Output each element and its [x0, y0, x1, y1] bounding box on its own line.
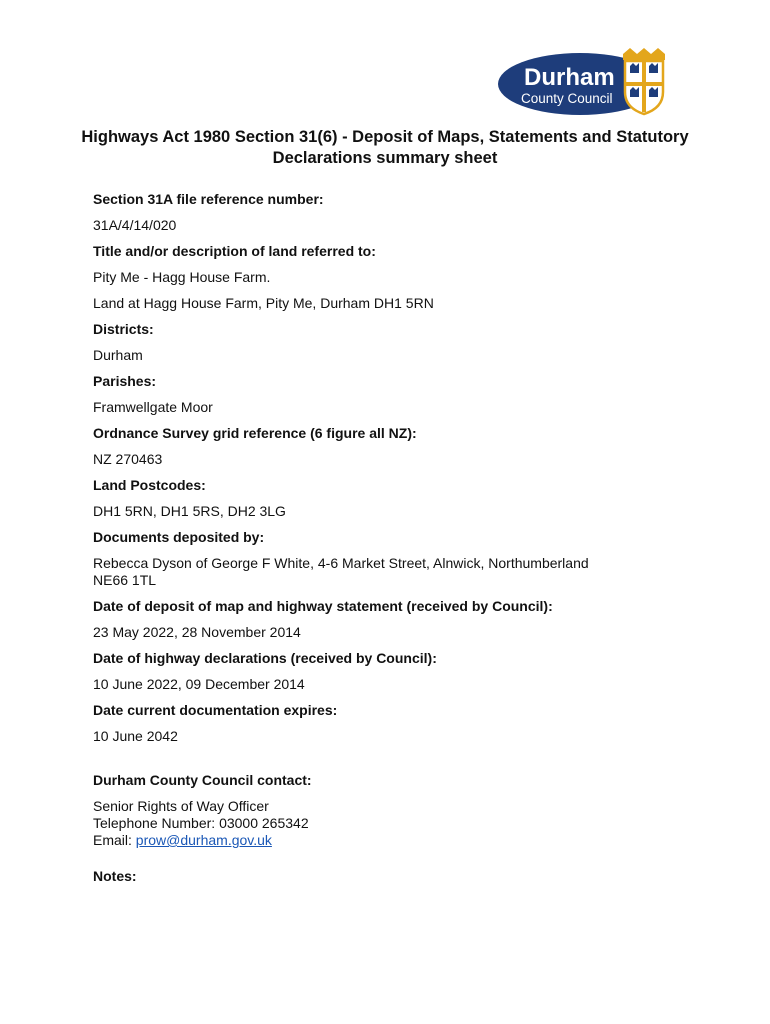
- land-description-title: Pity Me - Hagg House Farm.: [93, 269, 271, 285]
- deposit-date-value: 23 May 2022, 28 November 2014: [93, 624, 301, 640]
- notes-label: Notes:: [93, 868, 137, 884]
- file-reference-label: Section 31A file reference number:: [93, 191, 324, 207]
- coat-of-arms-icon: [623, 48, 665, 114]
- council-contact-details: [93, 798, 713, 849]
- districts-label: Districts:: [93, 321, 154, 337]
- land-postcodes-value: DH1 5RN, DH1 5RS, DH2 3LG: [93, 503, 286, 519]
- parishes-value: Framwellgate Moor: [93, 399, 213, 415]
- deposit-date-label: Date of deposit of map and highway statement (received by Council):: [93, 598, 553, 614]
- grid-reference-value: NZ 270463: [93, 451, 163, 467]
- expiry-date-value: 10 June 2042: [93, 728, 178, 744]
- districts-value: Durham: [93, 347, 143, 363]
- file-reference-value: 31A/4/14/020: [93, 217, 177, 233]
- grid-reference-label: Ordnance Survey grid reference (6 figure all NZ):: [93, 425, 417, 441]
- declaration-date-value: 10 June 2022, 09 December 2014: [93, 676, 305, 692]
- logo-text-county-council: County Council: [521, 91, 613, 106]
- durham-county-council-logo: [497, 44, 677, 118]
- contact-role: Senior Rights of Way Officer: [93, 798, 269, 814]
- logo-text-durham: Durham: [524, 64, 615, 91]
- deposited-by-line-1: Rebecca Dyson of George F White, 4-6 Market Street, Alnwick, Northumberland: [93, 555, 589, 571]
- contact-email-link[interactable]: prow@durham.gov.uk: [135, 832, 272, 848]
- land-postcodes-label: Land Postcodes:: [93, 477, 206, 493]
- declaration-date-label: Date of highway declarations (received by Council):: [93, 650, 437, 666]
- contact-phone: Telephone Number: 03000 265342: [93, 815, 309, 831]
- contact-email-line: [93, 832, 713, 849]
- land-description-label: Title and/or description of land referred to:: [93, 243, 376, 259]
- deposited-by-label: Documents deposited by:: [93, 529, 265, 545]
- spacer: [93, 754, 713, 772]
- parishes-label: Parishes:: [93, 373, 157, 389]
- logo-graphic: [497, 44, 677, 118]
- contact-email-prefix: Email:: [93, 832, 136, 848]
- page-title: Highways Act 1980 Section 31(6) - Deposit of Maps, Statements and Statutory Declarations summary sheet: [81, 128, 689, 167]
- council-contact-label: Durham County Council contact:: [93, 772, 312, 788]
- expiry-date-label: Date current documentation expires:: [93, 702, 338, 718]
- deposited-by-line-2: NE66 1TL: [93, 572, 157, 588]
- land-description-address: Land at Hagg House Farm, Pity Me, Durham DH1 5RN: [93, 295, 434, 311]
- summary-sheet: [93, 191, 713, 894]
- deposited-by-value: [93, 555, 713, 589]
